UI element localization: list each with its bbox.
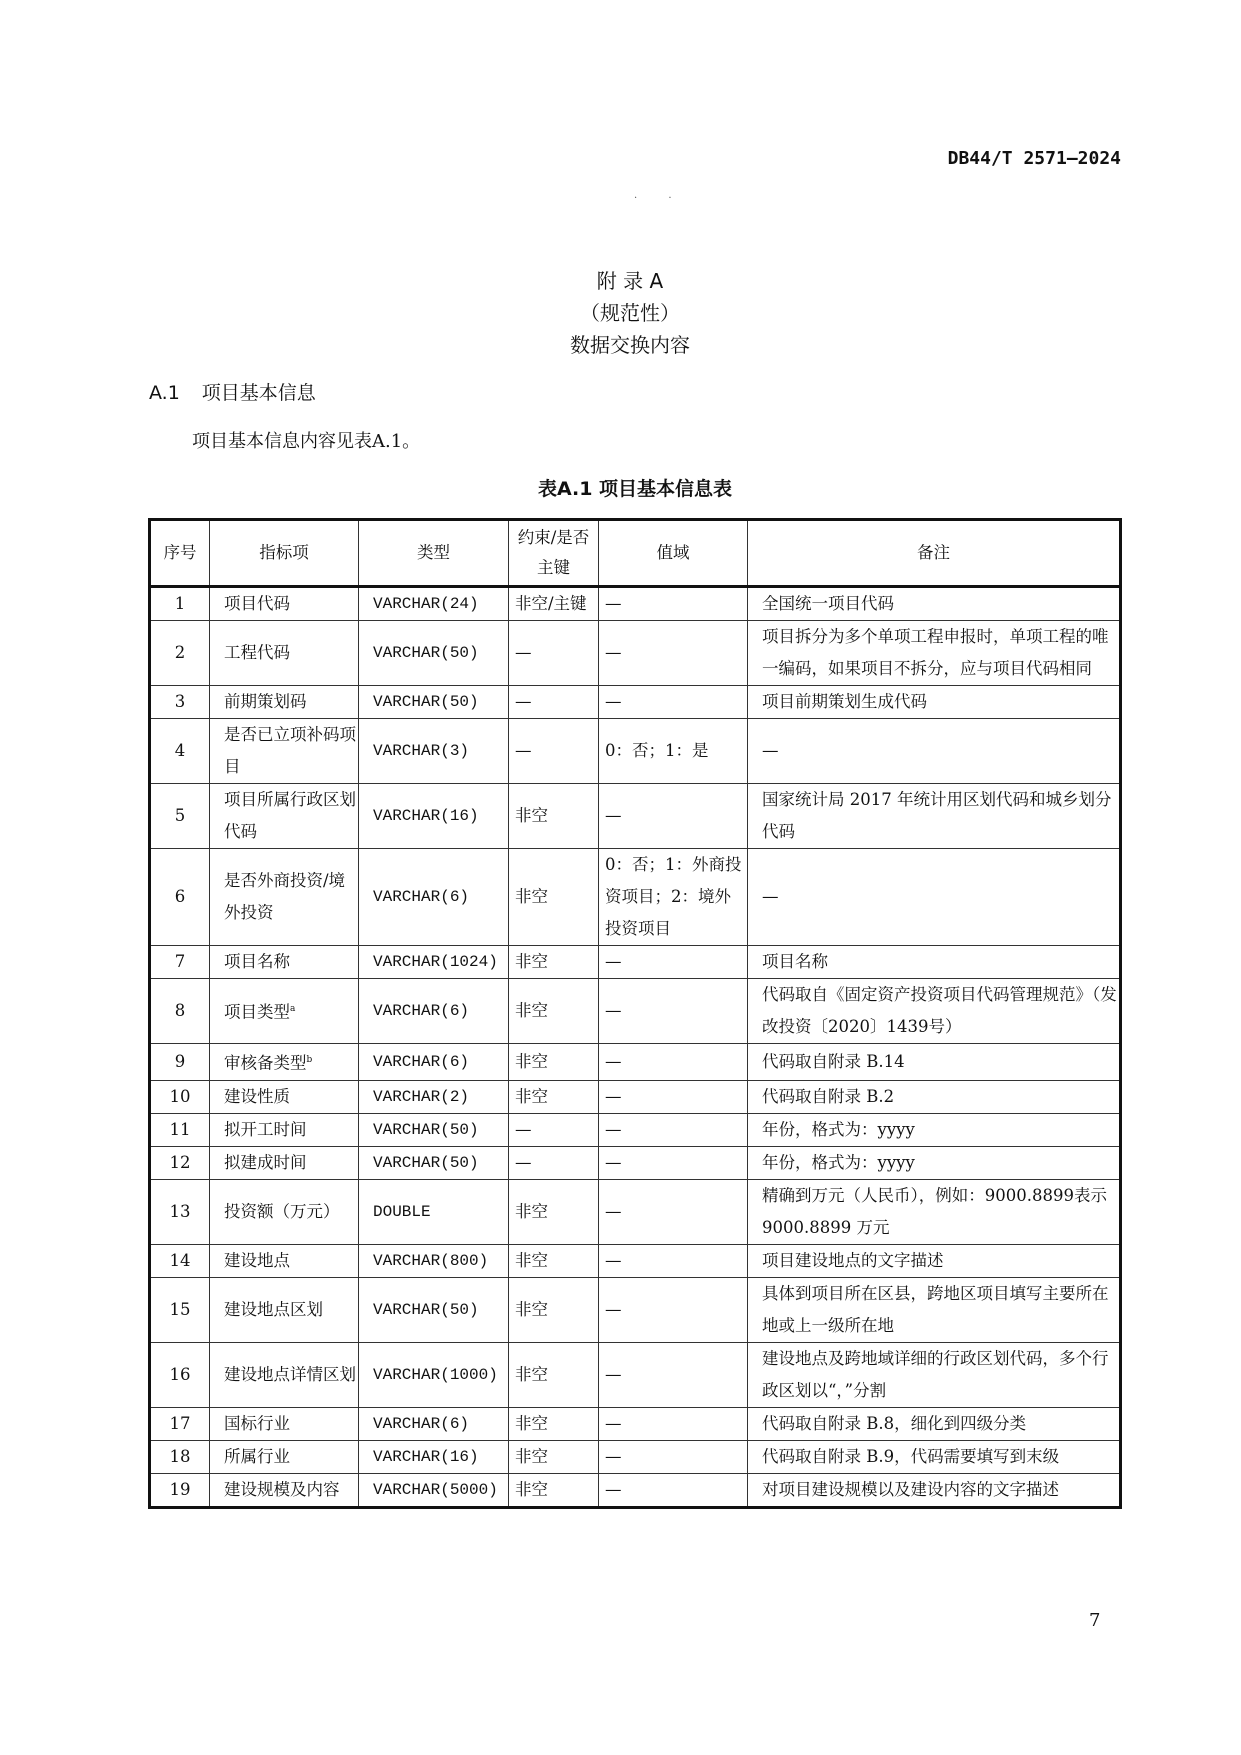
cell-item-text: 投资额（万元） <box>224 1201 340 1221</box>
cell-item <box>210 1440 359 1473</box>
cell-constraint-text: 非空 <box>515 1479 548 1499</box>
project-info-table <box>148 518 1122 1509</box>
table-row <box>150 1407 1121 1440</box>
cell-no-text: 9 <box>174 1051 186 1071</box>
footnote-marker: a <box>290 1004 296 1015</box>
cell-constraint-text: — <box>515 692 532 711</box>
cell-remark <box>748 1407 1121 1440</box>
cell-constraint <box>509 1407 599 1440</box>
cell-constraint-text: 非空 <box>515 1299 548 1319</box>
column-header: 序号 <box>150 520 210 587</box>
cell-item <box>210 784 359 849</box>
cell-no <box>150 1146 210 1179</box>
cell-remark-text: 年份，格式为：yyyy <box>762 1119 915 1139</box>
cell-type <box>359 686 509 719</box>
cell-constraint-text: — <box>515 1119 532 1139</box>
cell-constraint <box>509 1179 599 1244</box>
cell-domain <box>599 1044 748 1081</box>
cell-type-text: VARCHAR(6) <box>373 888 470 906</box>
cell-no-text: 14 <box>169 1250 191 1270</box>
cell-constraint <box>509 979 599 1044</box>
cell-remark-text: 建设地点及跨地域详细的行政区划代码，多个行政区划以“，”分割 <box>762 1348 1109 1400</box>
appendix-title: 附 录 A <box>596 269 664 293</box>
cell-domain-text: 0：否；1：是 <box>605 741 709 760</box>
column-header: 值域 <box>599 520 748 587</box>
cell-constraint <box>509 849 599 946</box>
document-code: DB44/T 2571—2024 <box>947 148 1121 169</box>
cell-no <box>150 784 210 849</box>
table-row <box>150 1113 1121 1146</box>
cell-item-text: 前期策划码 <box>224 692 307 711</box>
cell-type-text: VARCHAR(50) <box>373 1153 479 1172</box>
cell-constraint-text: — <box>515 741 532 760</box>
table-row <box>150 946 1121 979</box>
cell-remark <box>748 1179 1121 1244</box>
cell-item <box>210 621 359 686</box>
cell-type-text: VARCHAR(1024) <box>373 953 498 971</box>
cell-domain-text: — <box>605 1001 622 1020</box>
cell-item-text: 国标行业 <box>224 1413 290 1433</box>
cell-type <box>359 1146 509 1179</box>
section-title: 项目基本信息 <box>201 382 316 404</box>
cell-domain <box>599 1244 748 1277</box>
table-row <box>150 1179 1121 1244</box>
cell-remark <box>748 1342 1121 1407</box>
cell-type-text: VARCHAR(6) <box>373 1052 470 1071</box>
cell-remark-text: 代码取自附录 B.9，代码需要填写到末级 <box>762 1446 1060 1466</box>
cell-item-text: 建设地点 <box>224 1250 290 1270</box>
cell-constraint <box>509 1473 599 1507</box>
cell-type <box>359 1244 509 1277</box>
cell-no <box>150 946 210 979</box>
cell-type <box>359 1179 509 1244</box>
cell-no-text: 6 <box>174 887 186 906</box>
cell-domain-text: — <box>605 1086 622 1106</box>
cell-type <box>359 979 509 1044</box>
cell-remark <box>748 1146 1121 1179</box>
cell-item-text: 拟建成时间 <box>224 1152 307 1172</box>
cell-constraint-text: — <box>515 1152 532 1172</box>
cell-constraint <box>509 1146 599 1179</box>
cell-constraint-text: 非空 <box>515 1051 548 1071</box>
cell-no-text: 11 <box>169 1119 191 1139</box>
cell-type-text: VARCHAR(1000) <box>373 1365 498 1384</box>
cell-type <box>359 1342 509 1407</box>
cell-remark <box>748 686 1121 719</box>
cell-remark-text: — <box>762 741 779 760</box>
cell-remark-text: 代码取自《固定资产投资项目代码管理规范》（发改投资〔2020〕1439号） <box>762 985 1117 1036</box>
cell-item-text: 建设性质 <box>224 1086 290 1106</box>
cell-type <box>359 1440 509 1473</box>
cell-item <box>210 587 359 621</box>
cell-remark <box>748 621 1121 686</box>
appendix-name: 数据交换内容 <box>570 333 690 357</box>
table-row <box>150 1342 1121 1407</box>
cell-item <box>210 686 359 719</box>
cell-domain-text: — <box>605 1119 622 1139</box>
cell-domain-text: — <box>605 1250 622 1270</box>
column-header: 约束/是否主键 <box>509 520 599 587</box>
cell-type-text: VARCHAR(2) <box>373 1087 470 1106</box>
cell-remark <box>748 849 1121 946</box>
column-header: 备注 <box>748 520 1121 587</box>
cell-domain-text: — <box>605 1299 622 1319</box>
cell-constraint <box>509 784 599 849</box>
table-row <box>150 621 1121 686</box>
cell-no <box>150 979 210 1044</box>
table-row <box>150 1244 1121 1277</box>
cell-no-text: 7 <box>174 952 186 971</box>
table-row <box>150 1473 1121 1507</box>
table-row <box>150 979 1121 1044</box>
cell-constraint <box>509 587 599 621</box>
cell-no-text: 15 <box>169 1299 191 1319</box>
cell-remark-text: 对项目建设规模以及建设内容的文字描述 <box>762 1479 1059 1499</box>
cell-remark <box>748 1440 1121 1473</box>
cell-type-text: VARCHAR(50) <box>373 1300 479 1319</box>
cell-item <box>210 1277 359 1342</box>
cell-type-text: VARCHAR(50) <box>373 693 479 711</box>
cell-constraint-text: 非空 <box>515 1250 548 1270</box>
cell-item <box>210 1146 359 1179</box>
cell-remark-text: 代码取自附录 B.14 <box>762 1051 905 1071</box>
cell-remark <box>748 719 1121 784</box>
section-number: A.1 <box>149 382 180 404</box>
cell-type-text: VARCHAR(16) <box>373 1447 479 1466</box>
cell-domain <box>599 1179 748 1244</box>
cell-item <box>210 719 359 784</box>
cell-item-text: 所属行业 <box>224 1446 290 1466</box>
cell-remark <box>748 587 1121 621</box>
cell-item-text: 是否已立项补码项目 <box>224 725 356 776</box>
cell-constraint-text: 非空 <box>515 1446 548 1466</box>
cell-no-text: 12 <box>169 1152 191 1172</box>
cell-type <box>359 1277 509 1342</box>
cell-domain <box>599 587 748 621</box>
cell-remark <box>748 1044 1121 1081</box>
cell-no-text: 8 <box>174 1001 186 1020</box>
cell-no-text: 13 <box>169 1201 191 1221</box>
cell-constraint <box>509 1113 599 1146</box>
cell-remark-text: 项目名称 <box>762 952 828 971</box>
cell-remark-text: 年份，格式为：yyyy <box>762 1152 915 1172</box>
cell-remark <box>748 1113 1121 1146</box>
cell-item <box>210 1113 359 1146</box>
cell-item <box>210 1342 359 1407</box>
cell-no <box>150 1044 210 1081</box>
cell-no <box>150 1113 210 1146</box>
cell-item-text: 建设规模及内容 <box>224 1479 340 1499</box>
cell-item <box>210 1044 359 1081</box>
cell-constraint <box>509 1277 599 1342</box>
cell-constraint <box>509 621 599 686</box>
cell-domain-text: — <box>605 952 622 971</box>
cell-domain <box>599 1080 748 1113</box>
cell-type-text: VARCHAR(800) <box>373 1251 489 1270</box>
cell-remark <box>748 1244 1121 1277</box>
cell-no-text: 19 <box>169 1479 191 1499</box>
cell-domain <box>599 1277 748 1342</box>
cell-type-text: DOUBLE <box>373 1202 431 1221</box>
cell-domain <box>599 784 748 849</box>
table-row <box>150 1440 1121 1473</box>
cell-type <box>359 587 509 621</box>
cell-no <box>150 1440 210 1473</box>
cell-no <box>150 1277 210 1342</box>
cell-constraint-text: 非空 <box>515 806 548 825</box>
section-heading <box>149 378 338 405</box>
cell-no <box>150 1179 210 1244</box>
cell-domain <box>599 979 748 1044</box>
cell-domain <box>599 621 748 686</box>
cell-type <box>359 1044 509 1081</box>
cell-type-text: VARCHAR(24) <box>373 595 479 613</box>
intro-paragraph: 项目基本信息内容见表A.1。 <box>192 431 421 452</box>
cell-remark-text: — <box>762 887 779 906</box>
cell-remark <box>748 1080 1121 1113</box>
table-row <box>150 719 1121 784</box>
cell-constraint <box>509 1244 599 1277</box>
cell-remark-text: 项目拆分为多个单项工程申报时，单项工程的唯一编码，如果项目不拆分，应与项目代码相同 <box>762 627 1109 678</box>
cell-no-text: 3 <box>174 692 186 711</box>
cell-domain <box>599 686 748 719</box>
cell-remark-text: 国家统计局 2017 年统计用区划代码和城乡划分代码 <box>762 790 1112 841</box>
cell-no <box>150 849 210 946</box>
cell-domain-text: — <box>605 806 622 825</box>
cell-item-text: 建设地点详情区划 <box>224 1364 356 1384</box>
cell-item-text: 建设地点区划 <box>224 1299 323 1319</box>
page-number: 7 <box>1089 1610 1101 1631</box>
cell-constraint-text: 非空 <box>515 1086 548 1106</box>
table-row <box>150 849 1121 946</box>
cell-type-text: VARCHAR(50) <box>373 644 479 662</box>
cell-domain-text: — <box>605 1051 622 1071</box>
cell-remark-text: 代码取自附录 B.2 <box>762 1086 895 1106</box>
cell-domain <box>599 1473 748 1507</box>
cell-remark <box>748 784 1121 849</box>
cell-type-text: VARCHAR(6) <box>373 1002 470 1020</box>
cell-type-text: VARCHAR(6) <box>373 1414 470 1433</box>
cell-constraint-text: 非空 <box>515 1001 548 1020</box>
cell-domain <box>599 1440 748 1473</box>
cell-no-text: 1 <box>174 594 186 613</box>
cell-item <box>210 849 359 946</box>
cell-domain <box>599 719 748 784</box>
cell-item-text: 拟开工时间 <box>224 1119 307 1139</box>
cell-remark <box>748 946 1121 979</box>
cell-no-text: 17 <box>169 1413 191 1433</box>
cell-type-text: VARCHAR(3) <box>373 742 470 760</box>
cell-remark-text: 精确到万元（人民币），例如：9000.8899表示9000.8899 万元 <box>762 1185 1107 1237</box>
table-header-row <box>150 520 1121 587</box>
cell-no-text: 18 <box>169 1446 191 1466</box>
cell-type <box>359 719 509 784</box>
cell-remark <box>748 979 1121 1044</box>
cell-domain <box>599 1113 748 1146</box>
cell-domain-text: — <box>605 594 622 613</box>
cell-domain <box>599 946 748 979</box>
cell-item <box>210 1080 359 1113</box>
cell-constraint <box>509 1080 599 1113</box>
cell-constraint <box>509 719 599 784</box>
cell-constraint-text: 非空/主键 <box>515 594 587 613</box>
cell-domain-text: 0：否；1：外商投资项目；2：境外投资项目 <box>605 855 742 938</box>
column-header: 指标项 <box>210 520 359 587</box>
cell-type <box>359 1080 509 1113</box>
cell-item <box>210 1244 359 1277</box>
cell-type <box>359 1407 509 1440</box>
cell-domain <box>599 1342 748 1407</box>
cell-domain-text: — <box>605 1152 622 1172</box>
appendix-nature: （规范性） <box>580 301 680 325</box>
cell-type <box>359 946 509 979</box>
cell-no <box>150 1473 210 1507</box>
cell-no-text: 2 <box>174 643 186 662</box>
table-caption: 表A.1 项目基本信息表 <box>537 478 733 500</box>
table-row <box>150 1080 1121 1113</box>
cell-remark-text: 全国统一项目代码 <box>762 594 894 613</box>
cell-item-text: 是否外商投资/境外投资 <box>224 871 346 922</box>
cell-constraint-text: 非空 <box>515 1413 548 1433</box>
cell-no <box>150 1342 210 1407</box>
cell-type <box>359 784 509 849</box>
cell-remark-text: 项目前期策划生成代码 <box>762 692 927 711</box>
cell-item-text: 项目类型 <box>224 1002 290 1022</box>
cell-constraint <box>509 946 599 979</box>
table-row <box>150 686 1121 719</box>
cell-domain <box>599 1146 748 1179</box>
cell-no <box>150 1407 210 1440</box>
table-row <box>150 784 1121 849</box>
cell-item-text: 项目所属行政区划代码 <box>224 790 356 841</box>
cell-type-text: VARCHAR(16) <box>373 807 479 825</box>
table-row <box>150 587 1121 621</box>
cell-remark-text: 项目建设地点的文字描述 <box>762 1250 944 1270</box>
cell-constraint-text: 非空 <box>515 887 548 906</box>
cell-no <box>150 686 210 719</box>
cell-no-text: 16 <box>169 1364 191 1384</box>
cell-item <box>210 946 359 979</box>
cell-item-text: 工程代码 <box>224 643 290 662</box>
cell-constraint-text: — <box>515 643 532 662</box>
cell-item-text: 项目代码 <box>224 594 290 613</box>
cell-type-text: VARCHAR(50) <box>373 1120 479 1139</box>
table-row <box>150 1277 1121 1342</box>
cell-remark-text: 代码取自附录 B.8，细化到四级分类 <box>762 1413 1027 1433</box>
cell-domain-text: — <box>605 1479 622 1499</box>
cell-constraint <box>509 1440 599 1473</box>
cell-no <box>150 1244 210 1277</box>
cell-constraint <box>509 1044 599 1081</box>
cell-domain-text: — <box>605 1413 622 1433</box>
table-row <box>150 1044 1121 1081</box>
table-row <box>150 1146 1121 1179</box>
cell-item <box>210 979 359 1044</box>
cell-item <box>210 1407 359 1440</box>
cell-remark <box>748 1277 1121 1342</box>
cell-constraint-text: 非空 <box>515 1364 548 1384</box>
cell-domain-text: — <box>605 692 622 711</box>
cell-no <box>150 621 210 686</box>
cell-domain-text: — <box>605 1364 622 1384</box>
cell-constraint-text: 非空 <box>515 1201 548 1221</box>
decorative-dots: . . <box>634 190 686 201</box>
cell-type <box>359 1473 509 1507</box>
cell-type <box>359 1113 509 1146</box>
cell-domain-text: — <box>605 643 622 662</box>
cell-item <box>210 1473 359 1507</box>
cell-domain <box>599 849 748 946</box>
cell-domain-text: — <box>605 1446 622 1466</box>
cell-item-text: 审核备类型 <box>224 1053 307 1073</box>
cell-type-text: VARCHAR(5000) <box>373 1480 498 1499</box>
cell-item <box>210 1179 359 1244</box>
cell-domain <box>599 1407 748 1440</box>
cell-no-text: 5 <box>174 806 186 825</box>
cell-no <box>150 719 210 784</box>
cell-remark-text: 具体到项目所在区县，跨地区项目填写主要所在地或上一级所在地 <box>762 1283 1109 1335</box>
cell-no <box>150 1080 210 1113</box>
cell-no <box>150 587 210 621</box>
cell-remark <box>748 1473 1121 1507</box>
cell-item-text: 项目名称 <box>224 952 290 971</box>
column-header: 类型 <box>359 520 509 587</box>
cell-constraint <box>509 1342 599 1407</box>
cell-constraint-text: 非空 <box>515 952 548 971</box>
cell-constraint <box>509 686 599 719</box>
cell-type <box>359 849 509 946</box>
footnote-marker: b <box>306 1055 313 1065</box>
cell-no-text: 4 <box>174 741 186 760</box>
cell-no-text: 10 <box>169 1086 191 1106</box>
cell-type <box>359 621 509 686</box>
cell-domain-text: — <box>605 1201 622 1221</box>
